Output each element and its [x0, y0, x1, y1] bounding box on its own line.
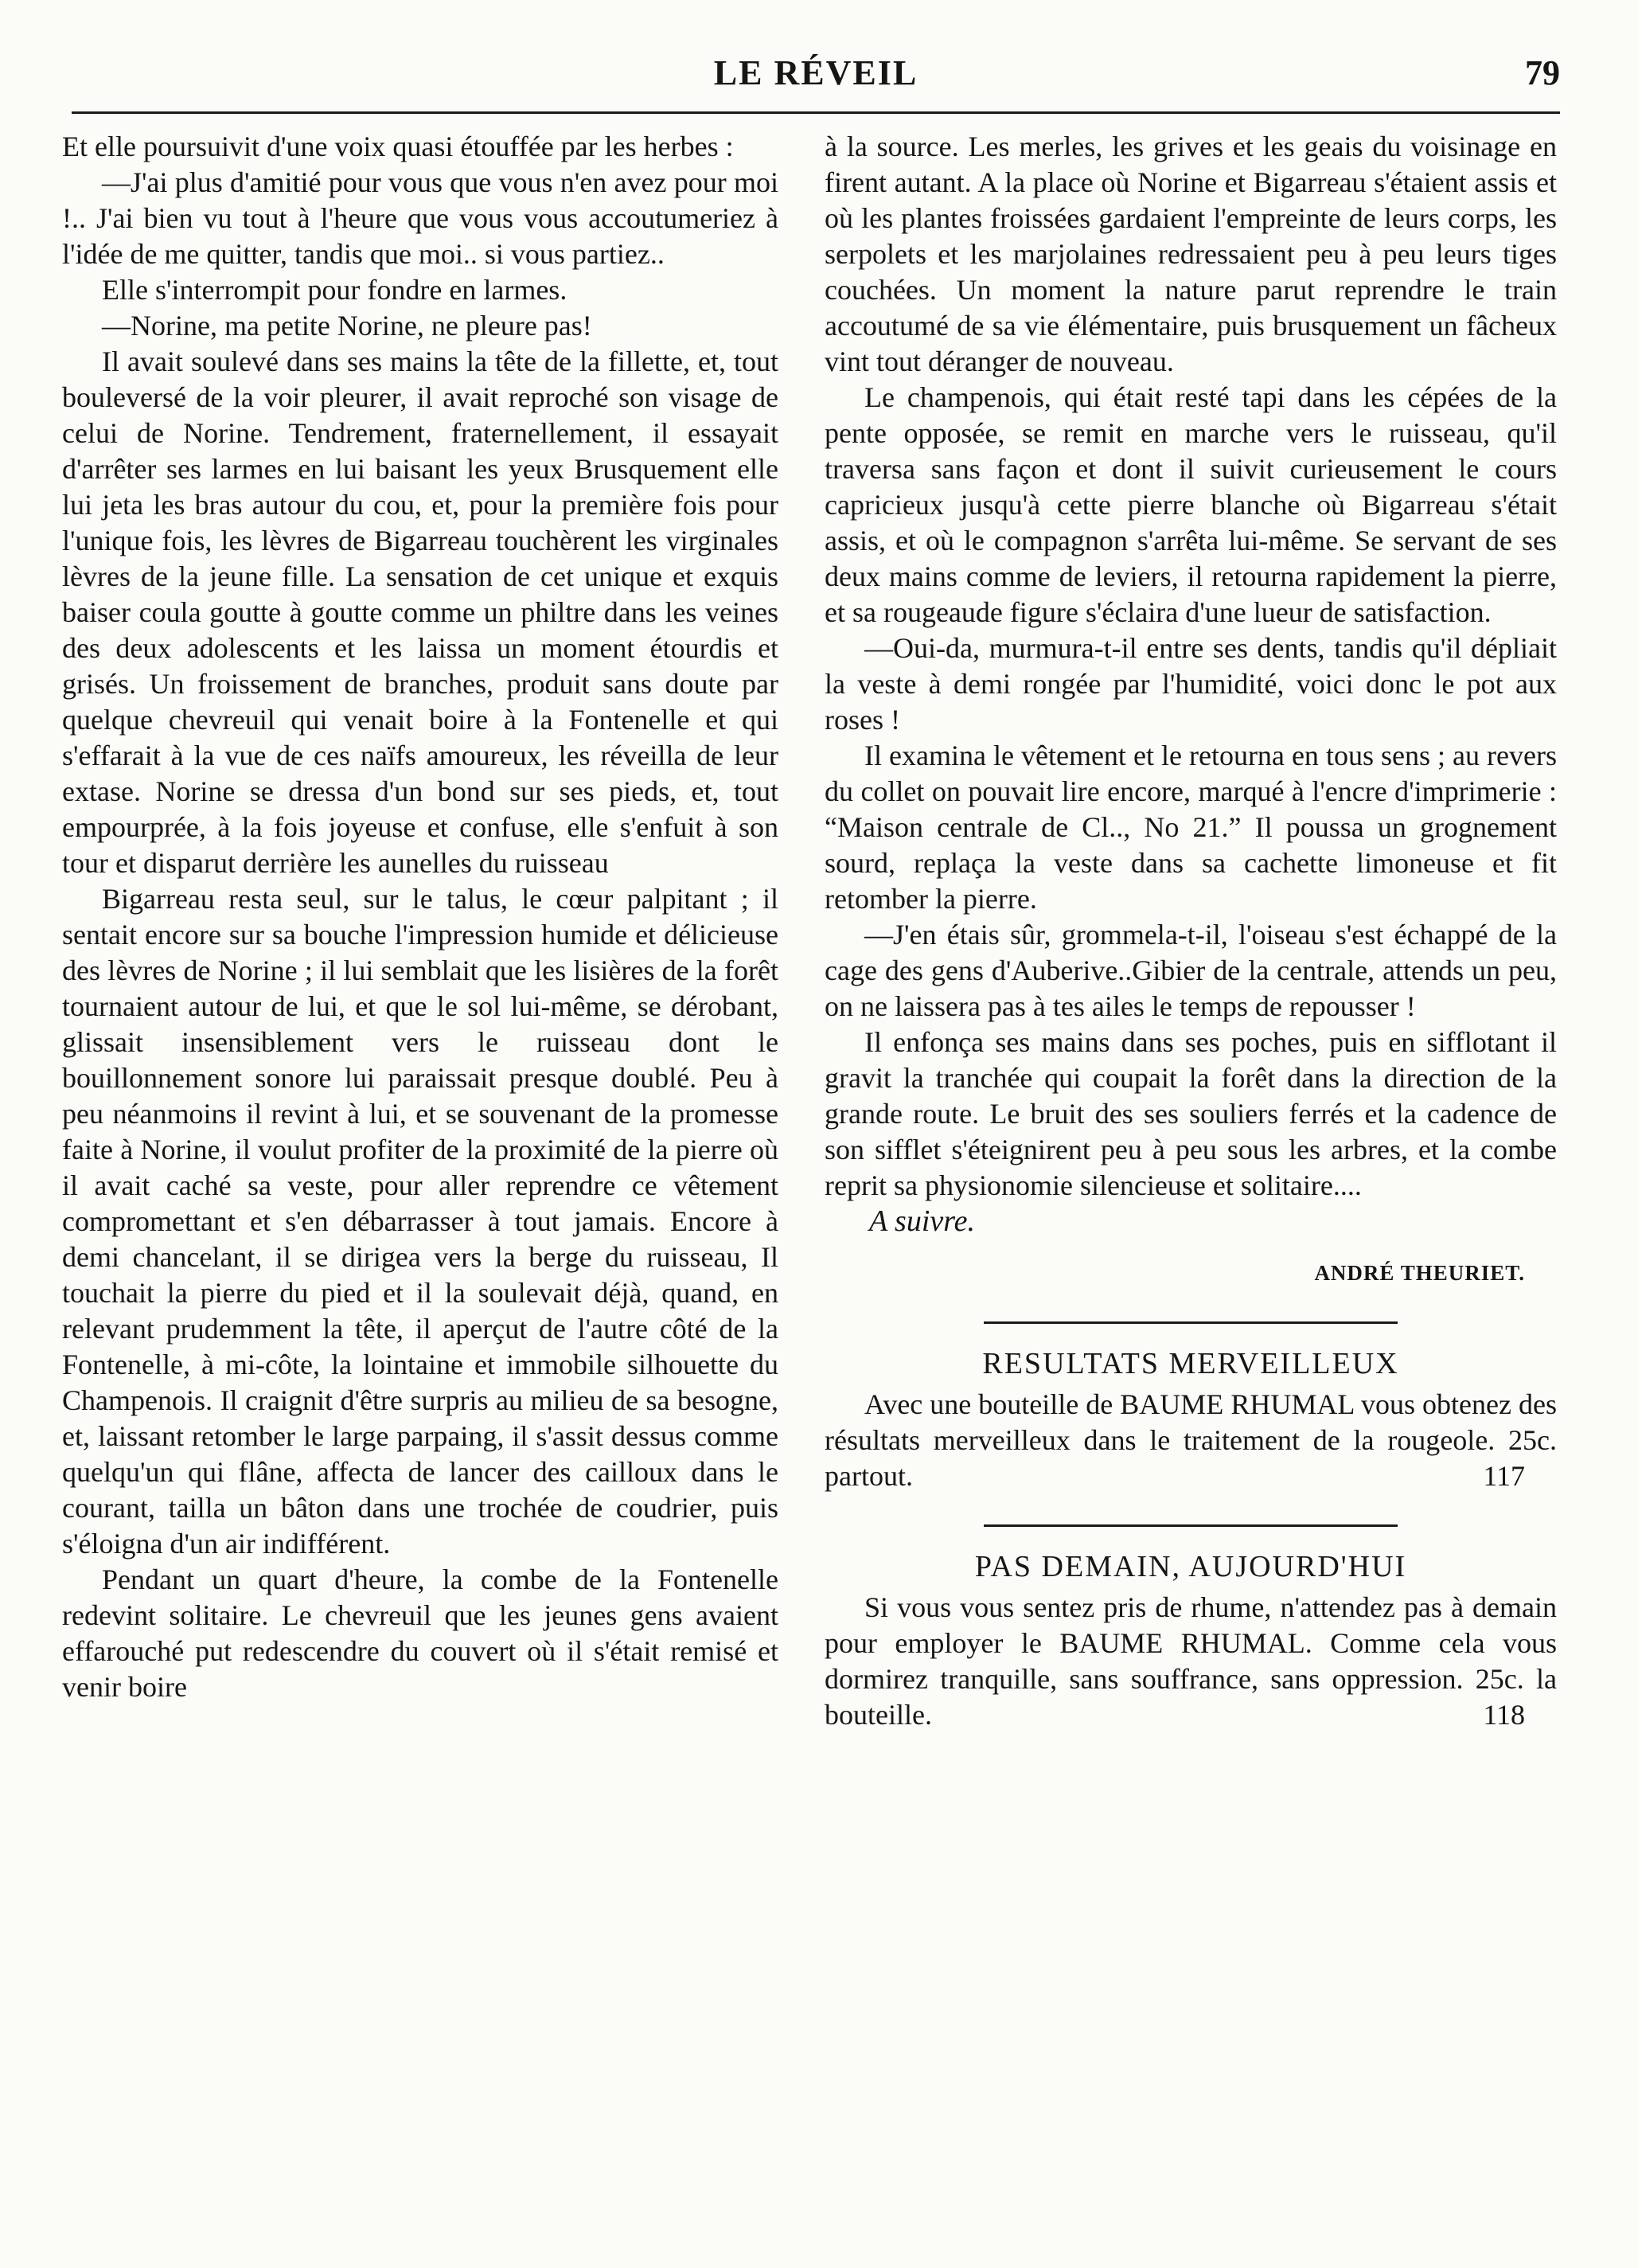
- paragraph: Il avait soulevé dans ses mains la tête de la fillette, et, tout bouleversé de la voir pleurer, il avait reproché son visage de celui de Norine. Tendrement, fraternellement, il essayait d'arrêter ses larmes en lui baisant les yeux Brusquement elle lui jeta les bras autour du cou, et, pour la première fois pour l'unique fois, les lèvres de Bigarreau touchèrent les virginales lèvres de la jeune fille. La sensation de cet unique et exquis baiser coula goutte à goutte comme un philtre dans les veines des deux adolescents et les laissa un moment étourdis et grisés. Un froissement de branches, produit sans doute par quelque chevreuil qui venait boire à la Fontenelle et qui s'effarait à la vue de ces naïfs amoureux, les réveilla de leur extase. Norine se dressa d'un bond sur ses pieds, et, tout empourprée, à la fois joyeuse et confuse, elle s'enfuit à son tour et disparut derrière les aunelles du ruisseau: [62, 345, 778, 879]
- paragraph: Elle s'interrompit pour fondre en larmes.: [102, 274, 567, 306]
- paragraph: Bigarreau resta seul, sur le talus, le cœur palpitant ; il sentait encore sur sa bouche l'impression humide et délicieuse des lèvres de Norine ; il lui semblait que les lisières de la forêt tournaient autour de lui, et que le sol lui-même, se dérobant, glissait insensiblement vers le ruisseau dont le bouillonnement sonore lui paraissait presque doublé. Peu à peu néanmoins il revint à lui, et se souvenant de la promesse faite à Norine, il voulut profiter de la proximité de la pierre où il avait caché sa veste, pour aller reprendre ce vêtement compromettant et s'en débarrasser à tout jamais. Encore à demi chancelant, il se dirigea vers la berge du ruisseau, Il touchait la pierre du pied et il la soulevait déjà, quand, en relevant prudemment la tête, il aperçut de l'autre côté de la Fontenelle, à mi-côte, la lointaine et immobile silhouette du Champenois. Il craignit d'être surpris au milieu de sa besogne, et, laissant retomber le large parpaing, il s'assit dessus comme quelqu'un qui flâne, affecta de lancer des cailloux dans le courant, tailla un bâton dans une trochée de coudrier, puis s'éloigna d'un air indifférent.: [62, 883, 778, 1559]
- ad-ref-number: 117: [1483, 1460, 1525, 1492]
- a-suivre-note: A suivre.: [869, 1204, 975, 1238]
- page-number: 79: [1525, 53, 1560, 92]
- ad-title: RESULTATS MERVEILLEUX: [982, 1347, 1399, 1380]
- divider: [984, 1524, 1398, 1527]
- paragraph: Le champenois, qui était resté tapi dans les cépées de la pente opposée, se remit en marche vers le ruisseau, qu'il traversa sans façon et dont il suivit curieusement le cours capricieux jusqu'à cette pierre blanche où Bigarreau s'était assis, et où le compagnon s'arrêta lui-même. Se servant de ses deux mains comme de leviers, il retourna rapidement la pierre, et sa rougeaude figure s'éclaira d'une lueur de satisfaction.: [825, 381, 1557, 628]
- ad-text: Si vous vous sentez pris de rhume, n'attendez pas à demain pour employer le BAUME RHUMAL. Comme cela vous dormirez tranquille, sans souffrance, sans oppression. 25c. la bouteille. 118: [825, 1590, 1557, 1733]
- paragraph: Pendant un quart d'heure, la combe de la Fontenelle redevint solitaire. Le chevreuil que les jeunes gens avaient effarouché put redescendre du couvert où il s'était remisé et venir boire: [62, 1563, 778, 1703]
- divider: [984, 1321, 1398, 1324]
- left-column: [62, 129, 778, 1705]
- paragraph: Et elle poursuivit d'une voix quasi étouffée par les herbes :: [62, 131, 734, 162]
- paragraph: —Oui-da, murmura-t-il entre ses dents, tandis qu'il dépliait la veste à demi rongée par l'humidité, voici donc le pot aux roses !: [825, 632, 1557, 736]
- ad-text: Avec une bouteille de BAUME RHUMAL vous obtenez des résultats merveilleux dans le traitement de la rougeole. 25c. partout. 117: [825, 1387, 1557, 1494]
- paragraph: —J'en étais sûr, grommela-t-il, l'oiseau s'est échappé de la cage des gens d'Auberive..Gibier de la centrale, attends un peu, on ne laissera pas à tes ailes le temps de repousser !: [825, 919, 1557, 1022]
- ad-title: PAS DEMAIN, AUJOURD'HUI: [974, 1550, 1407, 1583]
- author-signature: ANDRÉ THEURIET.: [1314, 1261, 1525, 1285]
- journal-title: LE RÉVEIL: [713, 53, 918, 92]
- paragraph: à la source. Les merles, les grives et les geais du voisinage en firent autant. A la place où Norine et Bigarreau s'étaient assis et où les plantes froissées gardaient l'empreinte de leurs corps, les serpolets et les marjolaines redressaient peu à peu leurs tiges couchées. Un moment la nature parut reprendre le train accoutumé de sa vie élémentaire, puis brusquement un fâcheux vint tout déranger de nouveau.: [825, 131, 1557, 377]
- paragraph: —Norine, ma petite Norine, ne pleure pas!: [102, 310, 592, 342]
- right-column: [825, 129, 1557, 1733]
- ad-ref-number: 118: [1483, 1699, 1525, 1731]
- advertisement: [825, 1346, 1557, 1494]
- advertisement: [825, 1549, 1557, 1733]
- paragraph: Il examina le vêtement et le retourna en tous sens ; au revers du collet on pouvait lire encore, marqué à l'encre d'imprimerie : “Maison centrale de Cl.., No 21.” Il poussa un grognement sourd, replaça la veste dans sa cachette limoneuse et fit retomber la pierre.: [825, 740, 1557, 915]
- paragraph: Il enfonça ses mains dans ses poches, puis en sifflotant il gravit la tranchée qui coupait la forêt dans la direction de la grande route. Le bruit des ses souliers ferrés et la cadence de son sifflet s'éteignirent peu à peu sous les arbres, et la combe reprit sa physionomie silencieuse et solitaire....: [825, 1026, 1557, 1201]
- page-header: [72, 48, 1560, 114]
- paragraph: —J'ai plus d'amitié pour vous que vous n'en avez pour moi !.. J'ai bien vu tout à l'heure que vous vous accoutumeriez à l'idée de me quitter, tandis que moi.. si vous partiez..: [62, 166, 778, 270]
